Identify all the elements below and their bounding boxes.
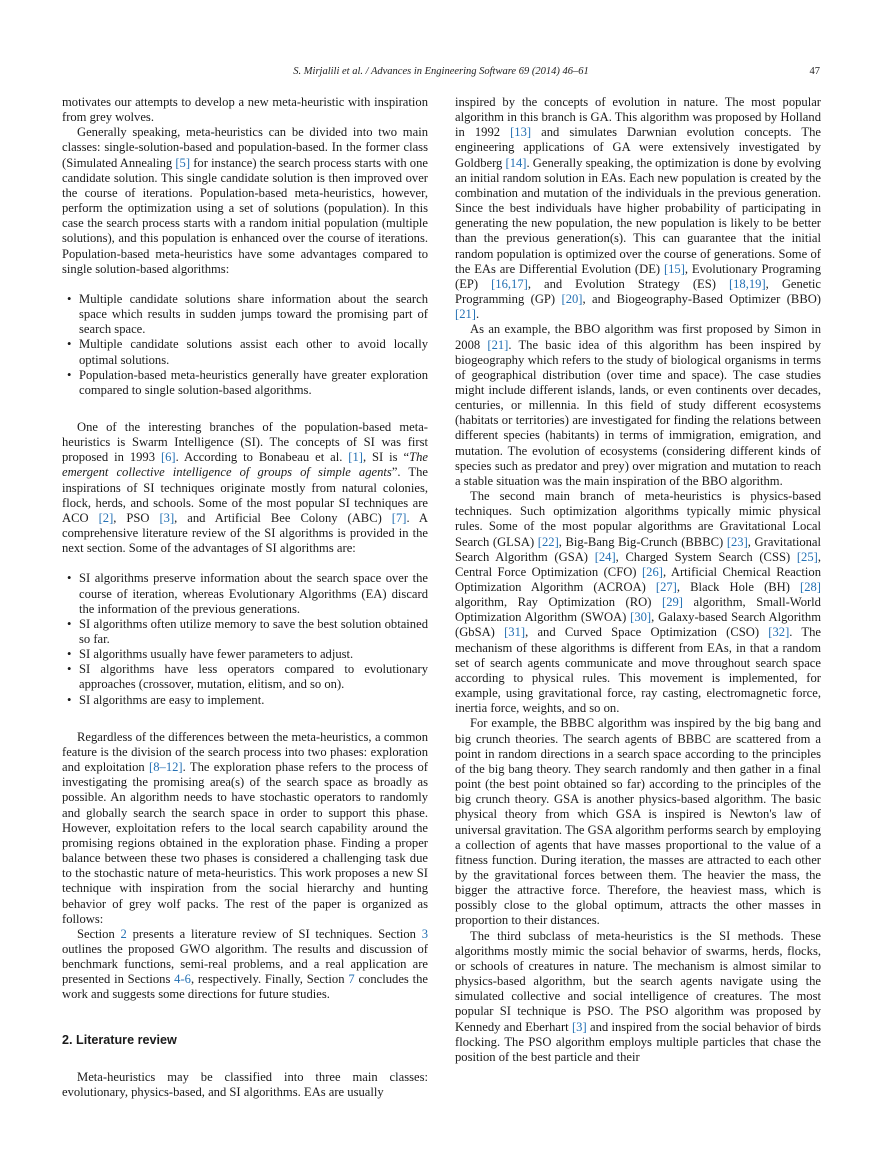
bullet-list [62, 571, 428, 707]
left-column [62, 95, 428, 1100]
paragraph: As an example, the BBO algorithm was first proposed by Simon in 2008 [21]. The basic idea of this algorithm has been inspired by biogeography which refers to the study of biological organisms in terms of geographical distribution (over time and space). The case studies might include different islands, lands, or even continents over decades, centuries, or millennia. In this field of study different ecosystems (habitats or territories) are investigated for finding the relations between different species (habitants) in terms of immigration, emigration, and mutation. The evolution of ecosystems (considering different kinds of species such as predator and prey) over migration and mutation to reach a stable situation was the main inspiration of the BBO algorithm. [455, 322, 822, 488]
citation-link[interactable]: [2] [98, 510, 114, 525]
citation-link[interactable]: [28] [800, 580, 821, 594]
paragraph: Generally speaking, meta-heuristics can be divided into two main classes: single-solution-based and population-based. In the former class (Simulated Annealing [5] for instance) the search process starts with one candidate solution. This single candidate solution is then improved over the course of iterations. Population-based meta-heuristics, however, perform the optimization using a set of solutions (population). In this case the search process starts with a random initial population (multiple solutions), and this population is enhanced over the course of iterations. Population-based meta-heuristics have some advantages compared to single solution-based algorithms: [62, 125, 428, 276]
section-link[interactable]: 2 [120, 926, 127, 941]
citation-link[interactable]: [6] [160, 450, 176, 465]
list-item: • SI algorithms usually have fewer parameters to adjust. [62, 647, 428, 662]
citation-link[interactable]: [3] [159, 510, 175, 525]
citation-link[interactable]: [8–12] [149, 760, 183, 775]
list-item: • SI algorithms are easy to implement. [62, 693, 428, 708]
list-item: • Multiple candidate solutions share information about the search space which results in sudden jumps toward the promising part of search space. [62, 292, 428, 337]
citation-link[interactable]: [24] [594, 549, 616, 564]
section-link[interactable]: 3 [421, 926, 428, 941]
list-item: • Population-based meta-heuristics generally have greater exploration compared to single solution-based algorithms. [62, 368, 428, 398]
citation-link[interactable]: [20] [561, 292, 583, 307]
citation-link[interactable]: [13] [510, 125, 532, 140]
right-column [455, 95, 821, 1065]
citation-link[interactable]: [1] [348, 450, 363, 465]
citation-link[interactable]: [7] [391, 510, 407, 525]
section-heading: 2. Literature review [62, 1032, 177, 1047]
paragraph: motivates our attempts to develop a new meta-heuristic with inspiration from grey wolves. [62, 95, 428, 125]
citation-link[interactable]: [3] [571, 1019, 587, 1034]
section-link[interactable]: 7 [348, 972, 355, 987]
citation-link[interactable]: [25] [796, 549, 818, 564]
paragraph: The third subclass of meta-heuristics is the SI methods. These algorithms mostly mimic the social behavior of swarms, herds, flocks, or schools of creatures in nature. The mechanism is almost similar to physics-based algorithm, but the search agents navigate using the simulated collective and social intelligence of creatures. The most popular SI technique is PSO. The PSO algorithm was proposed by Kennedy and Eberhart [3] and inspired from the social behavior of birds flocking. The PSO algorithm employs multiple particles that chase the position of the best particle and their [455, 928, 821, 1064]
list-item: • SI algorithms have less operators compared to evolutionary approaches (crossover, mutation, elitism, and so on). [62, 662, 428, 692]
bullet-list [62, 292, 428, 398]
citation-link[interactable]: [30] [630, 610, 652, 625]
paragraph: Section 2 presents a literature review of SI techniques. Section 3 outlines the proposed GWO algorithm. The results and discussion of benchmark functions, semi-real problems, and a real application are presented in Sections 4-6, respectively. Finally, Section 7 concludes the work and suggests some directions for future studies. [62, 926, 429, 1002]
paragraph: For example, the BBBC algorithm was inspired by the big bang and big crunch theories. The search agents of BBBC are scattered from a point in random directions in a search space according to the principles of the big bang theory. They search randomly and then gather in a final point (the best point obtained so far) according to the principles of the big crunch theory. GSA is another physics-based algorithm. The basic physical theory from which GSA is inspired is Newton's law of universal gravitation. The GSA algorithm performs search by employing a collection of agents that have masses proportional to the value of a fitness function. During iteration, the masses are attracted to each other by the gravitational forces between them. The heavier the mass, the bigger the attractive force. Therefore, the heaviest mass, which is possibly close to the global optimum, attracts the other masses in proportion to their distances. [455, 716, 821, 928]
citation-link[interactable]: [22] [537, 534, 559, 549]
list-item: • SI algorithms often utilize memory to save the best solution obtained so far. [62, 617, 428, 647]
list-item: • Multiple candidate solutions assist each other to avoid locally optimal solutions. [62, 337, 428, 367]
paragraph: One of the interesting branches of the population-based meta-heuristics is Swarm Intelligence (SI). The concepts of SI was first proposed in 1993 [6]. According to Bonabeau et al. [1], SI is “The emergent collective intelligence of groups of simple agents”. The inspirations of SI techniques originate mostly from natural colonies, flock, herds, and schools. Some of the most popular SI techniques are ACO [2], PSO [3], and Artificial Bee Colony (ABC) [7]. A comprehensive literature review of the SI algorithms is provided in the next section. Some of the advantages of SI algorithms are: [62, 419, 428, 556]
section-link[interactable]: 4-6 [174, 972, 191, 987]
citation-link[interactable]: [14] [505, 155, 527, 170]
paragraph: Regardless of the differences between the meta-heuristics, a common feature is the division of the search process into two phases: exploration and exploitation [8–12]. The exploration phase refers to the process of investigating the promising area(s) of the search space as broadly as possible. An algorithm needs to have stochastic operators to randomly and globally search the search space in order to support this phase. However, exploitation refers to the local search capability around the promising regions obtained in the exploration phase. Finding a proper balance between these two phases is considered a challenging task due to the stochastic nature of meta-heuristics. This work proposes a new SI technique with inspiration from the social hierarchy and hunting behavior of grey wolf packs. The rest of the paper is organized as follows: [62, 729, 428, 926]
citation-link[interactable]: [15] [663, 261, 685, 276]
paragraph: The second main branch of meta-heuristics is physics-based techniques. Such optimization algorithms typically mimic physical rules. Some of the most popular algorithms are Gravitational Local Search (GLSA) [22], Big-Bang Big-Crunch (BBBC) [23], Gravitational Search Algorithm (GSA) [24], Charged System Search (CSS) [25], Central Force Optimization (CFO) [26], Artificial Chemical Reaction Optimization Algorithm (ACROA) [27], Black Hole (BH) [28] algorithm, Ray Optimization (RO) [29] algorithm, Small-World Optimization Algorithm (SWOA) [30], Galaxy-based Search Algorithm (GbSA) [31], and Curved Space Optimization (CSO) [32]. The mechanism of these algorithms is different from EAs, in that a random set of search agents communicate and move throughout search space according to physical rules. This movement is implemented, for example, using gravitational force, ray casting, electromagnetic force, inertia force, weights, and so on. [455, 489, 822, 716]
paragraph: Meta-heuristics may be classified into three main classes: evolutionary, physics-based, and SI algorithms. EAs are usually [62, 1069, 428, 1099]
list-item: • SI algorithms preserve information about the search space over the course of iteration, whereas Evolutionary Algorithms (EA) discard the information of the previous generations. [62, 571, 428, 616]
citation-link[interactable]: [21] [455, 307, 476, 322]
citation-link[interactable]: [32] [768, 625, 790, 640]
journal-citation: S. Mirjalili et al. / Advances in Engineering Software 69 (2014) 46–61 [293, 66, 589, 77]
citation-link[interactable]: [5] [175, 155, 191, 170]
running-header [62, 66, 820, 82]
citation-link[interactable]: [16,17] [491, 276, 528, 291]
citation-link[interactable]: [26] [641, 564, 663, 579]
citation-link[interactable]: [23] [726, 534, 748, 549]
citation-link[interactable]: [29] [662, 595, 683, 610]
citation-link[interactable]: [18,19] [728, 276, 766, 291]
citation-link[interactable]: [27] [655, 580, 677, 594]
paragraph: inspired by the concepts of evolution in nature. The most popular algorithm in this branch is GA. This algorithm was proposed by Holland in 1992 [13] and simulates Darwnian evolution concepts. The engineering applications of GA were extensively investigated by Goldberg [14]. Generally speaking, the optimization is done by evolving an initial random solution in EAs. Each new population is created by the combination and mutation of the individuals in the previous generation. Since the best individuals have higher probability of participating in generating the new population, the new population is likely to be better than the previous generation(s). This can guarantee that the initial random population is optimized over the course of generations. Some of the EAs are Differential Evolution (DE) [15], Evolutionary Programing (EP) [16,17], and Evolution Strategy (ES) [18,19], Genetic Programming (GP) [20], and Biogeography-Based Optimizer (BBO) [21]. [455, 95, 822, 322]
page-number: 47 [809, 66, 820, 77]
citation-link[interactable]: [21] [487, 337, 509, 352]
citation-link[interactable]: [31] [504, 625, 526, 640]
